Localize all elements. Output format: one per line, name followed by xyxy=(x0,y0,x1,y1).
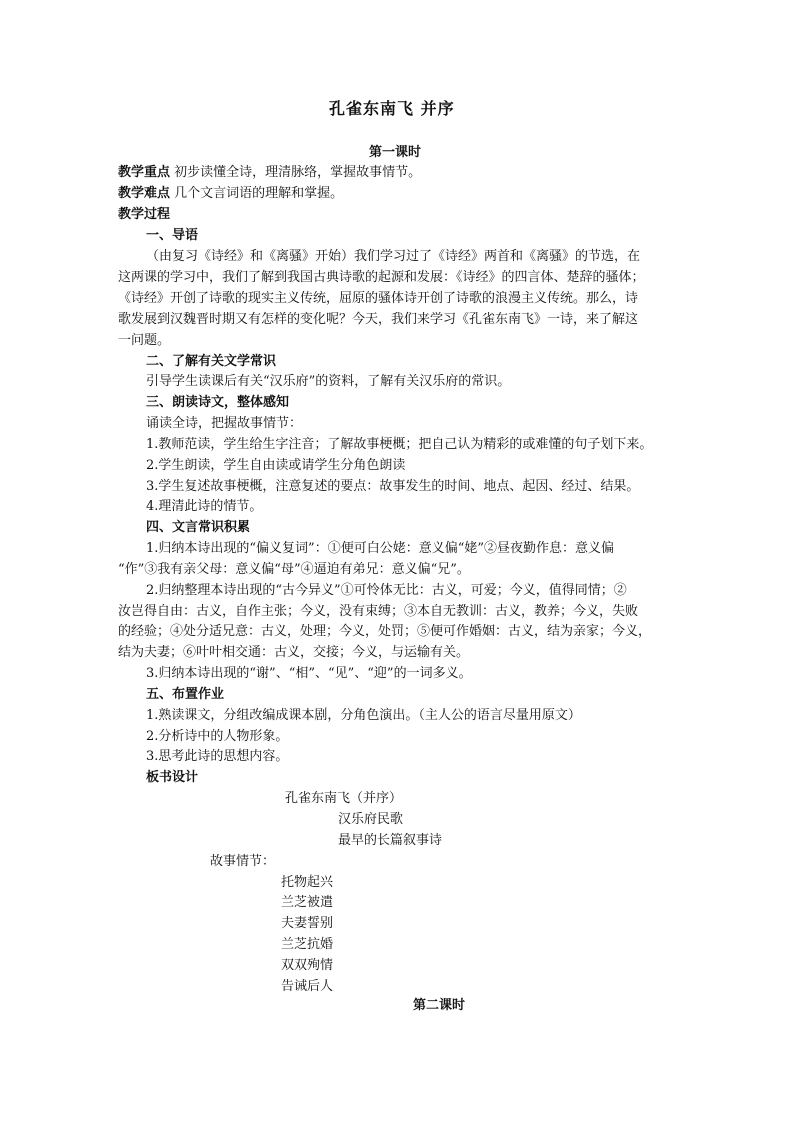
intro-line: 歌发展到汉魏晋时期又有怎样的变化呢？今天，我们来学习《孔雀东南飞》一诗，来了解这 xyxy=(118,312,639,327)
section5-line: 1.熟读课文，分组改编成课本剧，分角色演出。（主人公的语言尽量用原文） xyxy=(146,708,581,723)
plot-item: 双双殉情 xyxy=(281,958,334,973)
intro-line: 《诗经》开创了诗歌的现实主义传统，屈原的骚体诗开创了诗歌的浪漫主义传统。那么，诗 xyxy=(118,291,639,306)
section3-line: 3.学生复述故事梗概，注意复述的要点：故事发生的时间、地点、起因、经过、结果。 xyxy=(146,479,640,494)
section3-line: 4.理清此诗的情节。 xyxy=(146,499,263,514)
plot-item: 夫妻誓别 xyxy=(281,916,334,931)
lesson2-heading: 第二课时 xyxy=(413,998,466,1013)
section3-line: 1.教师范读，学生给生字注音；了解故事梗概；把自己认为精彩的或难懂的句子划下来。 xyxy=(146,437,653,452)
plot-item: 托物起兴 xyxy=(281,875,334,890)
board-plot-label: 故事情节： xyxy=(210,854,276,869)
plot-item: 兰芝抗婚 xyxy=(281,937,334,952)
section5-line: 2.分析诗中的人物形象。 xyxy=(146,729,289,744)
difficulty-text: 几个文言词语的理解和掌握。 xyxy=(174,186,344,201)
section4-line: “作”③我有亲父母：意义偏“母”④逼迫有弟兄：意义偏“兄”。 xyxy=(118,562,470,577)
section4-line: 汝岂得自由：古义，自作主张；今义，没有束缚；③本自无教训：古义，教养；今义，失败 xyxy=(118,604,639,619)
section4-heading: 四、文言常识积累 xyxy=(146,520,251,535)
focus-text: 初步读懂全诗，理清脉络，掌握故事情节。 xyxy=(174,165,422,180)
section2-text: 引导学生读课后有关“汉乐府”的资料，了解有关汉乐府的常识。 xyxy=(146,374,511,389)
board-label: 板书设计 xyxy=(146,770,199,785)
section4-line: 1.归纳本诗出现的“偏义复词”：①便可白公姥：意义偏“姥”②昼夜勤作息：意义偏 xyxy=(146,541,614,556)
section5-line: 3.思考此诗的思想内容。 xyxy=(146,749,289,764)
board-desc: 最早的长篇叙事诗 xyxy=(338,833,443,848)
section5-heading: 五、布置作业 xyxy=(146,687,225,702)
plot-item: 兰芝被遣 xyxy=(281,895,334,910)
process-label: 教学过程 xyxy=(118,207,171,222)
board-source: 汉乐府民歌 xyxy=(338,812,404,827)
section4-line: 2.归纳整理本诗出现的“古今异义”①可怜体无比：古义，可爱；今义，值得同情；② xyxy=(146,583,627,598)
doc-title: 孔雀东南飞 并序 xyxy=(329,99,455,118)
section3-line: 2.学生朗读，学生自由读或请学生分角色朗读 xyxy=(146,458,406,473)
teaching-focus xyxy=(118,163,421,183)
lesson1-heading: 第一课时 xyxy=(369,145,422,160)
plot-item: 告诫后人 xyxy=(281,979,334,994)
section3-heading: 三、朗读诗文，整体感知 xyxy=(146,395,290,410)
section3-line: 诵读全诗，把握故事情节： xyxy=(146,416,303,431)
intro-line: （由复习《诗经》和《离骚》开始）我们学习过了《诗经》两首和《离骚》的节选，在 xyxy=(146,249,641,264)
board-title: 孔雀东南飞（并序） xyxy=(285,791,403,806)
section2-heading: 二、了解有关文学常识 xyxy=(146,354,277,369)
section4-line: 结为夫妻；⑥叶叶相交通：古义，交接；今义，与运输有关。 xyxy=(118,645,470,660)
focus-label: 教学重点 xyxy=(118,165,171,180)
intro-line: 这两课的学习中，我们了解到我国古典诗歌的起源和发展：《诗经》的四言体、楚辞的骚体； xyxy=(118,270,645,285)
teaching-difficulty xyxy=(118,184,343,204)
difficulty-label: 教学难点 xyxy=(118,186,171,201)
section4-line: 的经验；④处分适兄意：古义，处理；今义，处罚；⑤便可作婚姻：古义，结为亲家；今义， xyxy=(118,624,652,639)
intro-line: 一问题。 xyxy=(118,333,171,348)
section4-line: 3.归纳本诗出现的“谢”、“相”、“见”、“迎”的一词多义。 xyxy=(146,666,472,681)
intro-heading: 一、导语 xyxy=(146,228,199,243)
